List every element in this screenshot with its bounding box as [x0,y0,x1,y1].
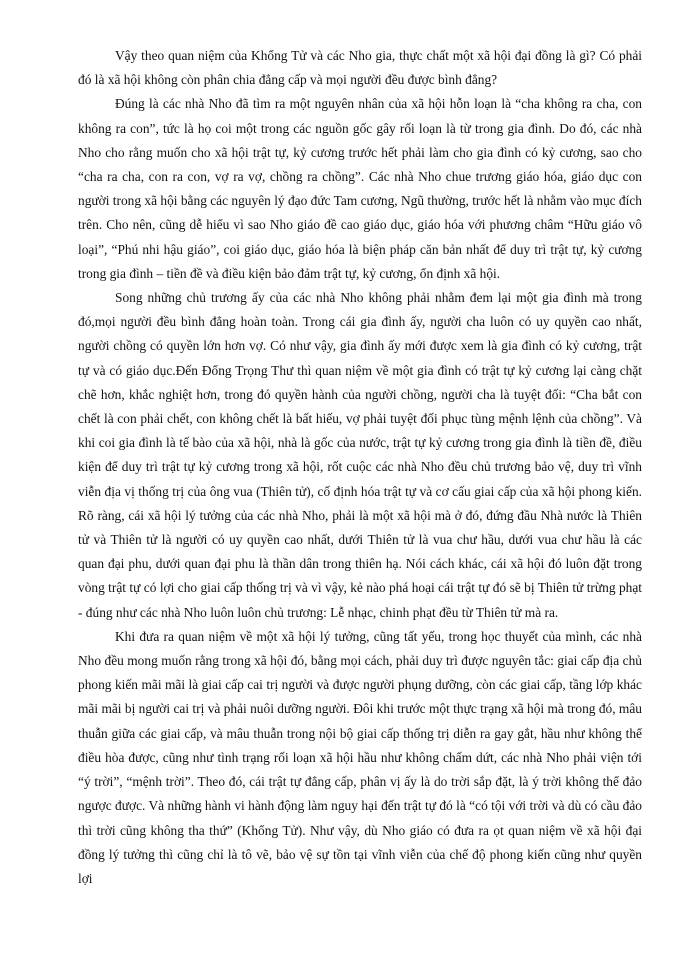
paragraph-ideal-society: Khi đưa ra quan niệm về một xã hội lý tưởng, cũng tất yếu, trong học thuyết của mình, các nhà Nho đều mong muốn rằng trong xã hội đó, bằng mọi cách, phải duy trì được nguyên tắc: giai cấp địa chủ phong kiến mãi mãi là giai cấp cai trị người và được người phụng dưỡng, còn các giai cấp, tầng lớp khác mãi mãi bị người cai trị và phải nuôi dưỡng người. Đôi khi trước một thực trạng xã hội mà trong đó, mâu thuẫn giữa các giai cấp, và mâu thuẫn trong nội bộ giai cấp thống trị diễn ra gay gắt, hầu như không thể điều hòa được, cũng như tình trạng rối loạn xã hội hầu như không chấm dứt, các nhà Nho phải viện tới “ý trời”, “mệnh trời”. Theo đó, cái trật tự đẳng cấp, phân vị ấy là do trời sắp đặt, là ý trời không thể đảo ngược được. Và những hành vi hành động làm nguy hại đến trật tự đó là “có tội với trời và dù có cầu đảo thì trời cũng không tha thứ” (Khổng Tử). Như vậy, dù Nho giáo có đưa ra ọt quan niệm về xã hội đại đồng lý tưởng thì cũng chỉ là tô vẽ, bảo vệ sự tồn tại vĩnh viễn của chế độ phong kiến cũng như quyền lợi [78,628,642,886]
paragraph-family-order: Đúng là các nhà Nho đã tìm ra một nguyên nhân của xã hội hỗn loạn là “cha không ra cha, con không ra con”, tức là họ coi một trong các nguồn gốc gây rối loạn là từ trong gia đình. Do đó, các nhà Nho cho rằng muốn cho xã hội trật tự, kỷ cương trước hết phải làm cho gia đình có kỷ cương, sao cho “cha ra cha, con ra con, vợ ra vợ, chồng ra chồng”. Các nhà Nho chue trương giáo hóa, giáo dục con người trong xã hội bằng các nguyên lý đạo đức Tam cương, Ngũ thường, trước hết là nhằm vào mục đích trên. Cho nên, cũng dễ hiểu vì sao Nho giáo đề cao giáo dục, giáo hóa với phương châm “Hữu giáo vô loại”, “Phú nhi hậu giáo”, coi giáo dục, giáo hóa là biện pháp căn bản nhất để duy trì trật tự, kỷ cương trong gia đình – tiền đề và điều kiện bảo đảm trật tự, kỷ cương, ổn định xã hội. [78,96,642,281]
paragraph-great-unity-question: Vậy theo quan niệm của Khổng Tử và các Nho gia, thực chất một xã hội đại đồng là gì? Có phải đó là xã hội không còn phân chia đẳng cấp và mọi người đều được bình đẳng? [78,48,642,88]
paragraph-hierarchy: Song những chủ trương ấy của các nhà Nho không phải nhằm đem lại một gia đình mà trong đó,mọi người đều bình đẳng hoàn toàn. Trong cái gia đình ấy, người cha luôn có uy quyền cao nhất, người chồng có quyền lớn hơn vợ. Có như vậy, gia đình ấy mới được xem là gia đình có kỷ cương, trật tự và có giáo dục.Đến Đổng Trọng Thư thì quan niệm về một gia đình có trật tự kỷ cương lại càng chặt chẽ hơn, khắc nghiệt hơn, trong đó quyền hành của người chồng, người cha là tuyệt đối: “Cha bắt con chết là con phải chết, con không chết là bất hiếu, vợ phải tuyệt đối phục tùng mệnh lệnh của chồng”. Và khi coi gia đình là tế bào của xã hội, nhà là gốc của nước, trật tự kỷ cương trong gia đình là tiền đề, điều kiện để duy trì trật tự kỷ cương trong xã hội, rốt cuộc các nhà Nho đều chủ trương bảo vệ, duy trì vĩnh viễn địa vị thống trị của ông vua (Thiên tử), cố định hóa trật tự và cơ cấu giai cấp của xã hội phong kiến. Rõ ràng, cái xã hội lý tưởng của các nhà Nho, phải là một xã hội mà ở đó, đứng đầu Nhà nước là Thiên tử và Thiên tử là người có uy quyền cao nhất, dưới Thiên tử là vua chư hầu, dưới vua chư hầu là các quan đại phu, dưới quan đại phu là thần dân trong thiên hạ. Nói cách khác, cái xã hội đó luôn đặt trong vòng trật tự có lợi cho giai cấp thống trị và vì vậy, kẻ nào phá hoại cái trật tự đó sẽ bị Thiên tử trừng phạt - đúng như các nhà Nho luôn luôn chủ trương: Lễ nhạc, chinh phạt đều từ Thiên tử mà ra. [78,290,642,620]
